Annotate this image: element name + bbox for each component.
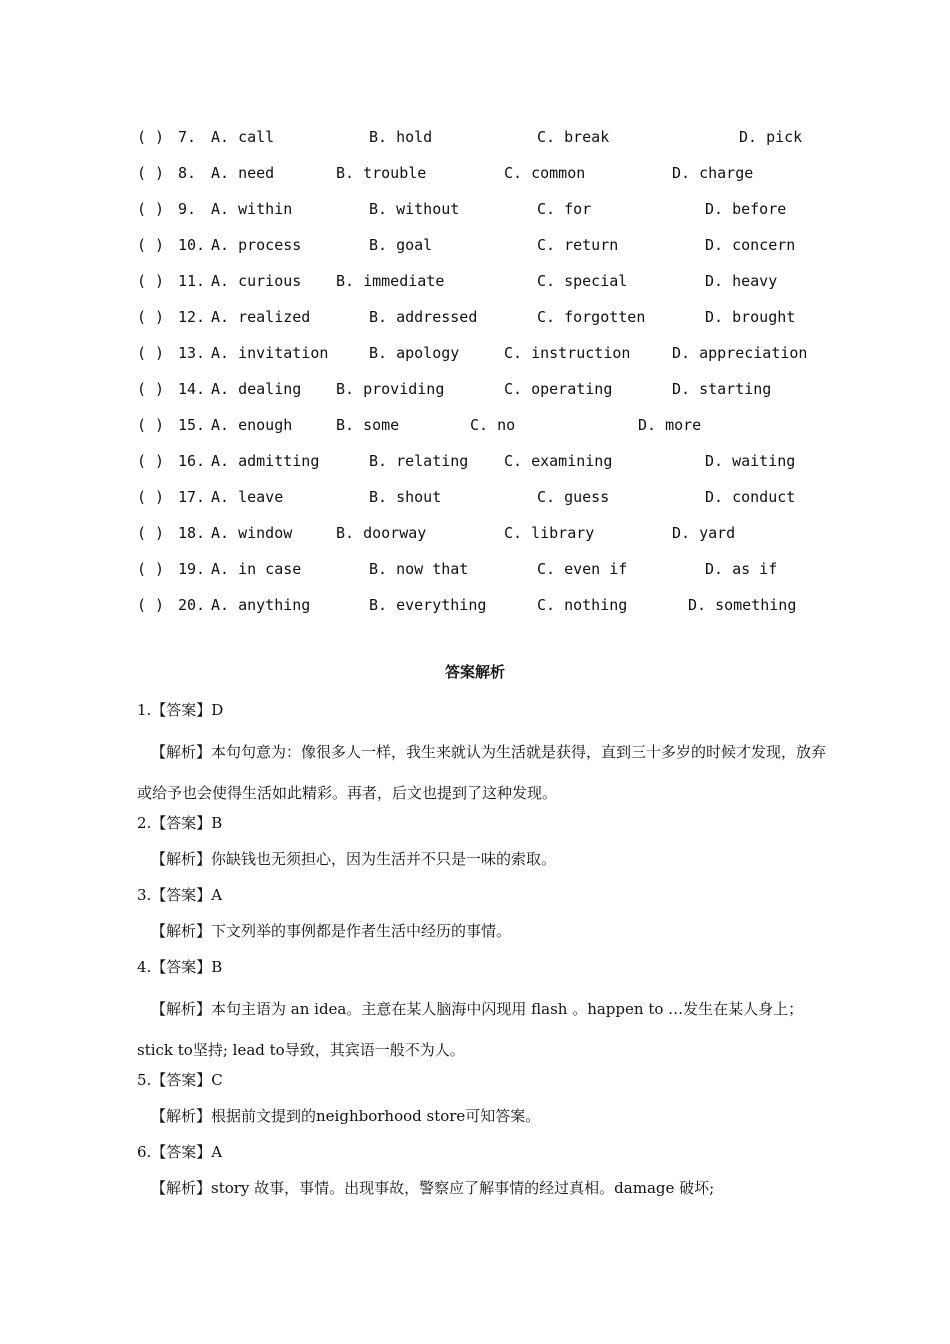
answer-analysis-heading: 答案解析 xyxy=(444,663,505,681)
answer-analysis: 【解析】根据前文提到的neighborhood store可知答案。 xyxy=(151,1107,541,1125)
option-c: C. no xyxy=(470,416,516,434)
answer-label: 5.【答案】C xyxy=(137,1071,223,1089)
option-b: B. relating xyxy=(369,452,469,470)
option-a: A. in case xyxy=(211,560,302,578)
option-b: B. doorway xyxy=(336,524,427,542)
answer-label: 1.【答案】D xyxy=(137,701,224,719)
answer-analysis: 【解析】本句句意为：像很多人一样，我生来就认为生活就是获得，直到三十多岁的时候才发现，放弃或给予也会使得生活如此精彩。再者，后文也提到了这种发现。 xyxy=(137,743,827,802)
question-row xyxy=(137,483,837,519)
option-b: B. without xyxy=(369,200,460,218)
option-c: C. guess xyxy=(537,488,610,506)
question-number: 17. xyxy=(178,488,206,506)
option-a: A. process xyxy=(211,236,302,254)
question-row xyxy=(137,339,837,375)
option-c: C. instruction xyxy=(504,344,631,362)
option-d: D. brought xyxy=(705,308,796,326)
option-b: B. providing xyxy=(336,380,445,398)
option-c: C. return xyxy=(537,236,619,254)
answer-label: 3.【答案】A xyxy=(137,886,223,904)
answer-label: 4.【答案】B xyxy=(137,958,223,976)
question-row xyxy=(137,411,837,447)
option-d: D. waiting xyxy=(705,452,796,470)
option-b: B. shout xyxy=(369,488,442,506)
question-number: 20. xyxy=(178,596,206,614)
option-b: B. now that xyxy=(369,560,469,578)
option-b: B. addressed xyxy=(369,308,478,326)
question-number: 7. xyxy=(178,128,197,146)
question-number: 10. xyxy=(178,236,206,254)
option-d: D. as if xyxy=(705,560,778,578)
option-b: B. some xyxy=(336,416,400,434)
question-number: 12. xyxy=(178,308,206,326)
answer-blank: ( ) xyxy=(137,452,165,470)
question-number: 8. xyxy=(178,164,197,182)
option-c: C. nothing xyxy=(537,596,628,614)
option-b: B. hold xyxy=(369,128,433,146)
answer-analysis: 【解析】你缺钱也无须担心，因为生活并不只是一味的索取。 xyxy=(151,850,557,868)
question-number: 9. xyxy=(178,200,197,218)
question-number: 13. xyxy=(178,344,206,362)
option-b: B. immediate xyxy=(336,272,445,290)
answer-blank: ( ) xyxy=(137,308,165,326)
answer-blank: ( ) xyxy=(137,380,165,398)
answer-blank: ( ) xyxy=(137,200,165,218)
option-a: A. realized xyxy=(211,308,311,326)
option-d: D. conduct xyxy=(705,488,796,506)
question-row xyxy=(137,303,837,339)
option-c: C. special xyxy=(537,272,628,290)
option-a: A. dealing xyxy=(211,380,302,398)
option-c: C. forgotten xyxy=(537,308,646,326)
option-d: D. something xyxy=(688,596,797,614)
question-number: 18. xyxy=(178,524,206,542)
option-d: D. appreciation xyxy=(672,344,808,362)
question-number: 16. xyxy=(178,452,206,470)
option-c: C. operating xyxy=(504,380,613,398)
question-list xyxy=(137,123,837,627)
option-b: B. goal xyxy=(369,236,433,254)
answer-blank: ( ) xyxy=(137,524,165,542)
option-c: C. library xyxy=(504,524,595,542)
answer-blank: ( ) xyxy=(137,416,165,434)
option-d: D. concern xyxy=(705,236,796,254)
question-row xyxy=(137,267,837,303)
option-b: B. trouble xyxy=(336,164,427,182)
answer-blank: ( ) xyxy=(137,164,165,182)
option-a: A. admitting xyxy=(211,452,320,470)
option-a: A. anything xyxy=(211,596,311,614)
question-row xyxy=(137,591,837,627)
option-a: A. window xyxy=(211,524,293,542)
question-row xyxy=(137,195,837,231)
option-d: D. before xyxy=(705,200,787,218)
option-a: A. curious xyxy=(211,272,302,290)
question-number: 14. xyxy=(178,380,206,398)
answer-blank: ( ) xyxy=(137,488,165,506)
option-a: A. within xyxy=(211,200,293,218)
option-c: C. break xyxy=(537,128,610,146)
question-number: 15. xyxy=(178,416,206,434)
answer-blank: ( ) xyxy=(137,596,165,614)
answer-list xyxy=(137,696,827,1210)
option-c: C. common xyxy=(504,164,586,182)
option-d: D. pick xyxy=(739,128,803,146)
option-a: A. call xyxy=(211,128,275,146)
question-number: 19. xyxy=(178,560,206,578)
answer-blank: ( ) xyxy=(137,128,165,146)
option-d: D. starting xyxy=(672,380,772,398)
option-b: B. apology xyxy=(369,344,460,362)
question-row xyxy=(137,519,837,555)
question-row xyxy=(137,159,837,195)
question-row xyxy=(137,555,837,591)
option-d: D. charge xyxy=(672,164,754,182)
option-a: A. need xyxy=(211,164,275,182)
answer-analysis: 【解析】下文列举的事例都是作者生活中经历的事情。 xyxy=(151,922,512,940)
option-d: D. heavy xyxy=(705,272,778,290)
answer-blank: ( ) xyxy=(137,344,165,362)
answer-label: 6.【答案】A xyxy=(137,1143,223,1161)
answer-blank: ( ) xyxy=(137,560,165,578)
question-row xyxy=(137,123,837,159)
option-a: A. enough xyxy=(211,416,293,434)
question-row xyxy=(137,231,837,267)
question-number: 11. xyxy=(178,272,206,290)
option-c: C. even if xyxy=(537,560,628,578)
option-c: C. examining xyxy=(504,452,613,470)
answer-analysis: 【解析】story 故事，事情。出现事故，警察应了解事情的经过真相。damage 破坏; xyxy=(151,1179,715,1197)
option-a: A. leave xyxy=(211,488,284,506)
question-row xyxy=(137,447,837,483)
option-b: B. everything xyxy=(369,596,487,614)
option-d: D. yard xyxy=(672,524,736,542)
answer-analysis: 【解析】本句主语为 an idea。主意在某人脑海中闪现用 flash 。happen to …发生在某人身上；stick to坚持; lead to导致，其宾语一般不为人。 xyxy=(137,1000,804,1059)
answer-label: 2.【答案】B xyxy=(137,814,223,832)
option-c: C. for xyxy=(537,200,592,218)
option-a: A. invitation xyxy=(211,344,329,362)
answer-blank: ( ) xyxy=(137,236,165,254)
question-row xyxy=(137,375,837,411)
option-d: D. more xyxy=(638,416,702,434)
answer-blank: ( ) xyxy=(137,272,165,290)
